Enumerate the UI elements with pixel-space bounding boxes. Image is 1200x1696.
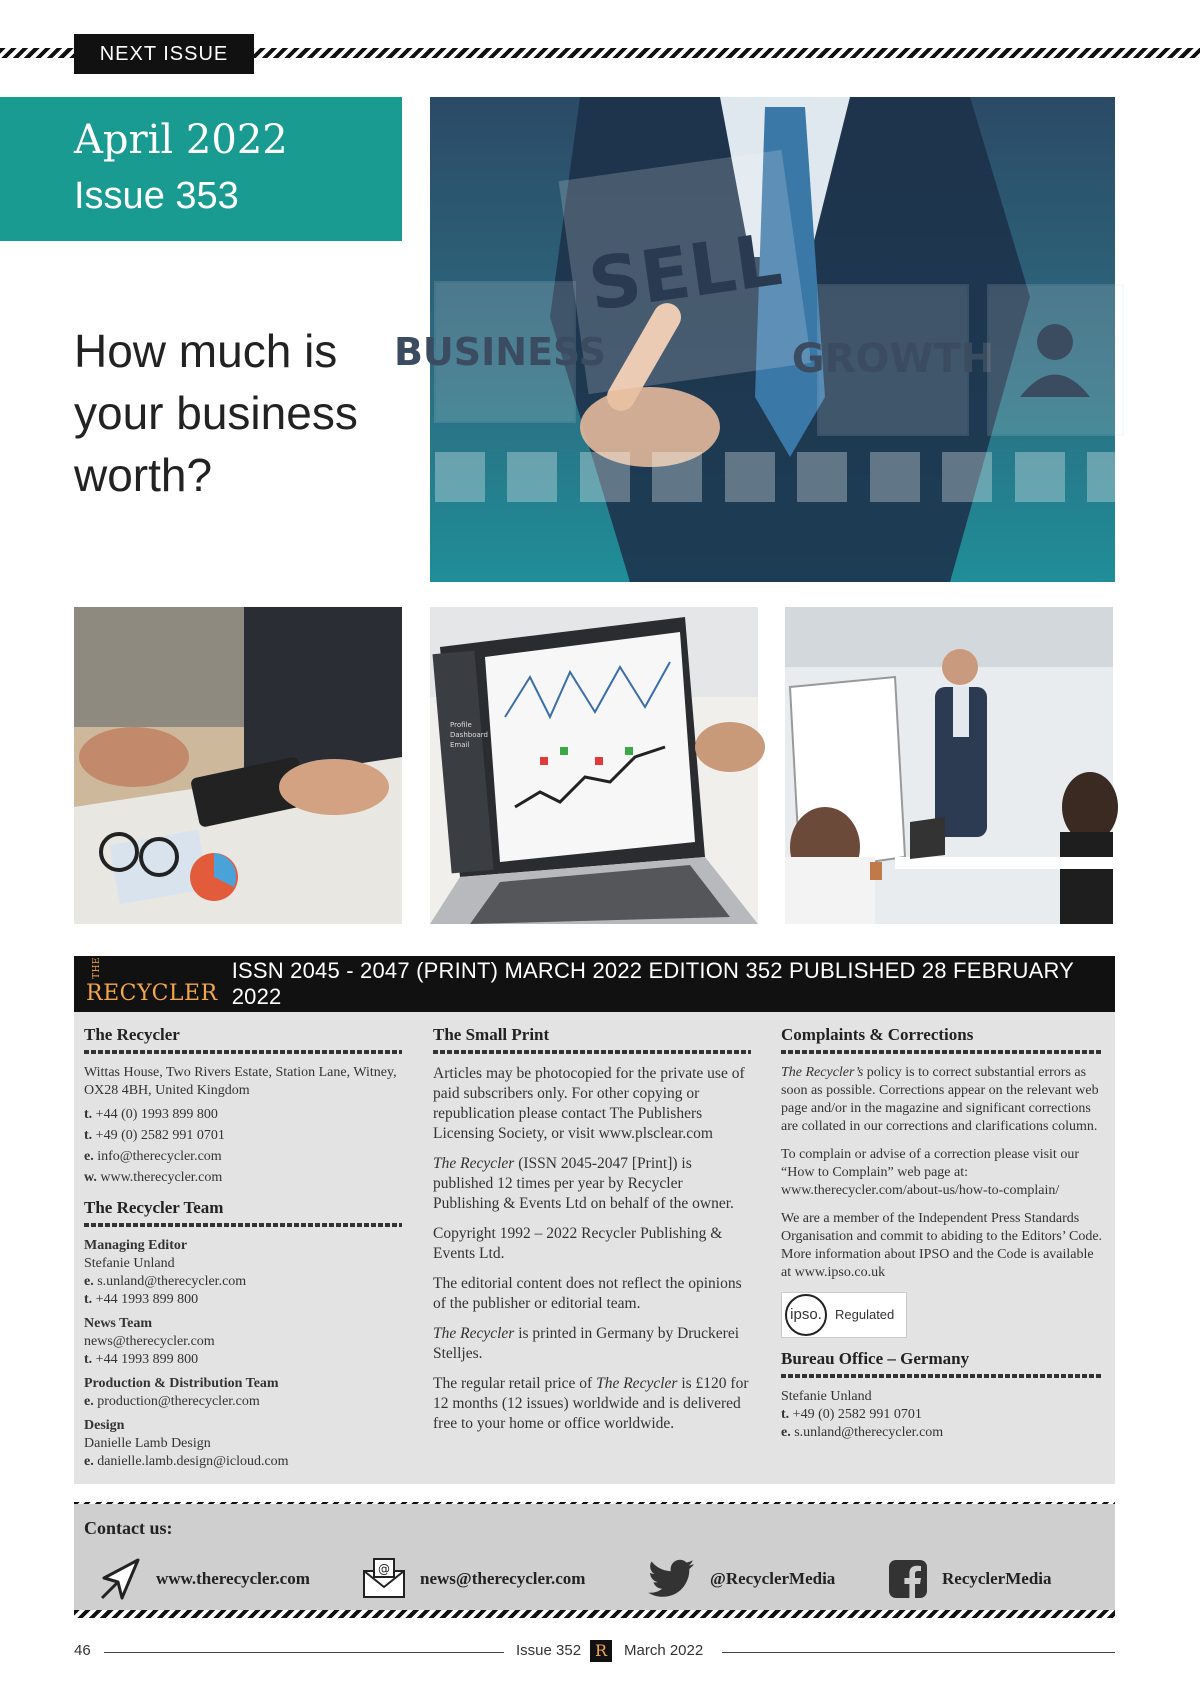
issue-date: April 2022 [74, 117, 288, 163]
small-print-copying: Articles may be photocopied for the private use of paid subscribers only. For other copying or republication please contact The Publishers Licensing Society, or visit www.plsclear.com [433, 1065, 745, 1142]
contact-facebook[interactable] [888, 1554, 1052, 1604]
footer-date: March 2022 [624, 1642, 704, 1659]
dashed-divider [84, 1050, 402, 1054]
complaints-ipso: We are a member of the Independent Press Standards Organisation and commit to abiding to the Editors’ Code. More information about IPSO and the Code is available at www.ipso.co.uk [781, 1211, 1103, 1280]
col1-title: The Recycler [84, 1025, 180, 1044]
address: Wittas House, Two Rivers Estate, Station Lane, Witney, OX28 4BH, United Kingdom [84, 1065, 397, 1098]
cursor-arrow-icon [96, 1556, 142, 1602]
envelope-icon [362, 1557, 406, 1601]
contact-twitter[interactable] [648, 1554, 835, 1604]
ipso-regulated-text: Regulated [835, 1307, 895, 1322]
svg-text:@: @ [378, 1562, 390, 1576]
small-print-printer: The Recycler is printed in Germany by Druckerei Stelljes. [433, 1325, 740, 1362]
twitter-handle[interactable]: @RecyclerMedia [710, 1569, 836, 1588]
small-print-copyright: Copyright 1992 – 2022 Recycler Publishing & Events Ltd. [433, 1225, 723, 1262]
footer-r-logo: R [590, 1640, 612, 1662]
news-team-title: News Team [84, 1316, 153, 1331]
twitter-bird-icon [648, 1559, 696, 1599]
production-email[interactable]: production@therecycler.com [97, 1394, 260, 1409]
managing-editor-phone: +44 1993 899 800 [95, 1292, 199, 1307]
next-issue-label: NEXT ISSUE [74, 34, 254, 74]
facebook-icon [888, 1559, 928, 1599]
page-number: 46 [74, 1642, 91, 1659]
laptop-chart-image [430, 607, 758, 924]
news-team-email[interactable]: news@therecycler.com [84, 1334, 215, 1349]
dashed-divider [433, 1050, 751, 1054]
dashed-divider [84, 1223, 402, 1227]
dashed-divider [781, 1374, 1103, 1378]
col-the-recycler: The Recycler Wittas House, Two Rivers Estate, Station Lane, Witney, OX28 4BH, United Kingdom t. +44 (0) 1993 899 800 t. +49 (0) 2582 991 0701 e. info@therecycler.com w. www.therecycler.com The Recycler Team Managing Editor Stefanie Unland e. s.unland@therecycler.com t. +44 1993 899 800 News Team news@therecycler.com t. +44 1993 899 800 Production & Distribution Team e. production@therecycler.com Design Danielle Lamb Design e. danielle.lamb.design@icloud.com [84, 1026, 402, 1471]
phone-de: +49 (0) 2582 991 0701 [95, 1128, 225, 1143]
issue-number: Issue 353 [74, 175, 239, 217]
facebook-name[interactable]: RecyclerMedia [942, 1569, 1052, 1588]
contact-website[interactable] [96, 1554, 310, 1604]
logo-wordmark: RECYCLER [86, 981, 218, 1007]
recycler-logo [86, 957, 224, 1012]
col3-title: Complaints & Corrections [781, 1025, 974, 1044]
design-title: Design [84, 1418, 125, 1433]
meeting-documents-image [74, 607, 402, 924]
contact-title: Contact us: [84, 1518, 173, 1538]
logo-prefix: THE [92, 956, 102, 979]
bureau-name: Stefanie Unland [781, 1389, 872, 1404]
production-team-title: Production & Distribution Team [84, 1376, 279, 1391]
hero-tile-growth: GROWTH [791, 336, 995, 382]
email-text[interactable]: news@therecycler.com [420, 1569, 586, 1588]
dashed-divider [781, 1050, 1103, 1054]
issn-text: ISSN 2045 - 2047 (PRINT) MARCH 2022 EDITION 352 PUBLISHED 28 FEBRUARY 2022 [231, 958, 1074, 1009]
design-email[interactable]: danielle.lamb.design@icloud.com [97, 1454, 289, 1469]
managing-editor-title: Managing Editor [84, 1238, 188, 1253]
hero-image-business-sell [393, 97, 1115, 582]
next-issue-headline: How much is your business worth? [74, 325, 358, 501]
issn-info-bar [74, 956, 1115, 1012]
contact-panel [74, 1504, 1115, 1612]
small-print-price: The regular retail price of The Recycler is £120 for 12 months (12 issues) worldwide and is delivered free to your home or office worldwide. [433, 1375, 749, 1432]
small-print-editorial: The editorial content does not reflect the opinions of the publisher or editorial team. [433, 1275, 742, 1312]
bureau-title: Bureau Office – Germany [781, 1349, 970, 1368]
website-link[interactable]: www.therecycler.com [100, 1170, 223, 1185]
footer-rule-right [722, 1652, 1115, 1653]
footer-issue: Issue 352 [516, 1642, 582, 1659]
hero-tile-people-icon [988, 285, 1123, 435]
laptop-screen-line-2: Dashboard [450, 731, 488, 739]
hero-tile-sell: SELL [583, 216, 787, 328]
managing-editor-name: Stefanie Unland [84, 1256, 175, 1271]
complaints-policy: The Recycler’s policy is to correct substantial errors as soon as possible. Corrections appear on the relevant web page and/or in the magazine and significant corrections are collated in our corrections and clarifications column. [781, 1065, 1099, 1134]
complaints-how-to: To complain or advise of a correction please visit our “How to Complain” web page at: www.therecycler.com/about-us/how-to-complain/ [781, 1147, 1079, 1198]
contact-stripe-bottom [74, 1610, 1115, 1618]
laptop-screen-line-1: Profile [450, 721, 472, 729]
laptop-screen-line-3: Email [450, 741, 470, 749]
footer-rule-left [104, 1652, 504, 1653]
masthead-panel [74, 1012, 1115, 1484]
issue-box [0, 97, 402, 241]
presentation-meeting-image [785, 607, 1113, 924]
col-small-print [433, 1026, 751, 1444]
col2-title: The Small Print [433, 1025, 550, 1044]
ipso-regulated-badge [781, 1292, 907, 1338]
website-text[interactable]: www.therecycler.com [156, 1569, 310, 1588]
small-print-issn: The Recycler (ISSN 2045-2047 [Print]) is published 12 times per year by Recycler Publishing & Events Ltd on behalf of the owner. [433, 1155, 734, 1212]
ipso-logo: ipso. [785, 1294, 827, 1336]
page-footer [74, 1640, 1115, 1666]
news-team-phone: +44 1993 899 800 [95, 1352, 199, 1367]
hero-tile-business: BUSINESS [393, 330, 607, 374]
managing-editor-email[interactable]: s.unland@therecycler.com [97, 1274, 247, 1289]
design-name: Danielle Lamb Design [84, 1436, 211, 1451]
info-email[interactable]: info@therecycler.com [97, 1149, 222, 1164]
bureau-email[interactable]: s.unland@therecycler.com [794, 1425, 944, 1440]
col-complaints: Complaints & Corrections The Recycler’s policy is to correct substantial errors as soon as possible. Corrections appear on the relevant web page and/or in the magazine and significant corrections are collated in our corrections and clarifications column. To complain or advise of a correction please visit our “How to Complain” web page at: www.therecycler.com/about-us/how-to-complain/ We are a member of the Independent Press Standards Organisation and commit to abiding to the Editors’ Code. More information about IPSO and the Code is available at www.ipso.co.uk ipso. Regulated Bureau Office – Germany Stefanie Unland t. +49 (0) 2582 991 0701 e. s.unland@therecycler.com [781, 1025, 1103, 1440]
phone-uk: +44 (0) 1993 899 800 [95, 1107, 218, 1122]
contact-email[interactable] [362, 1554, 585, 1604]
team-title: The Recycler Team [84, 1198, 224, 1217]
bureau-phone: +49 (0) 2582 991 0701 [792, 1407, 922, 1422]
